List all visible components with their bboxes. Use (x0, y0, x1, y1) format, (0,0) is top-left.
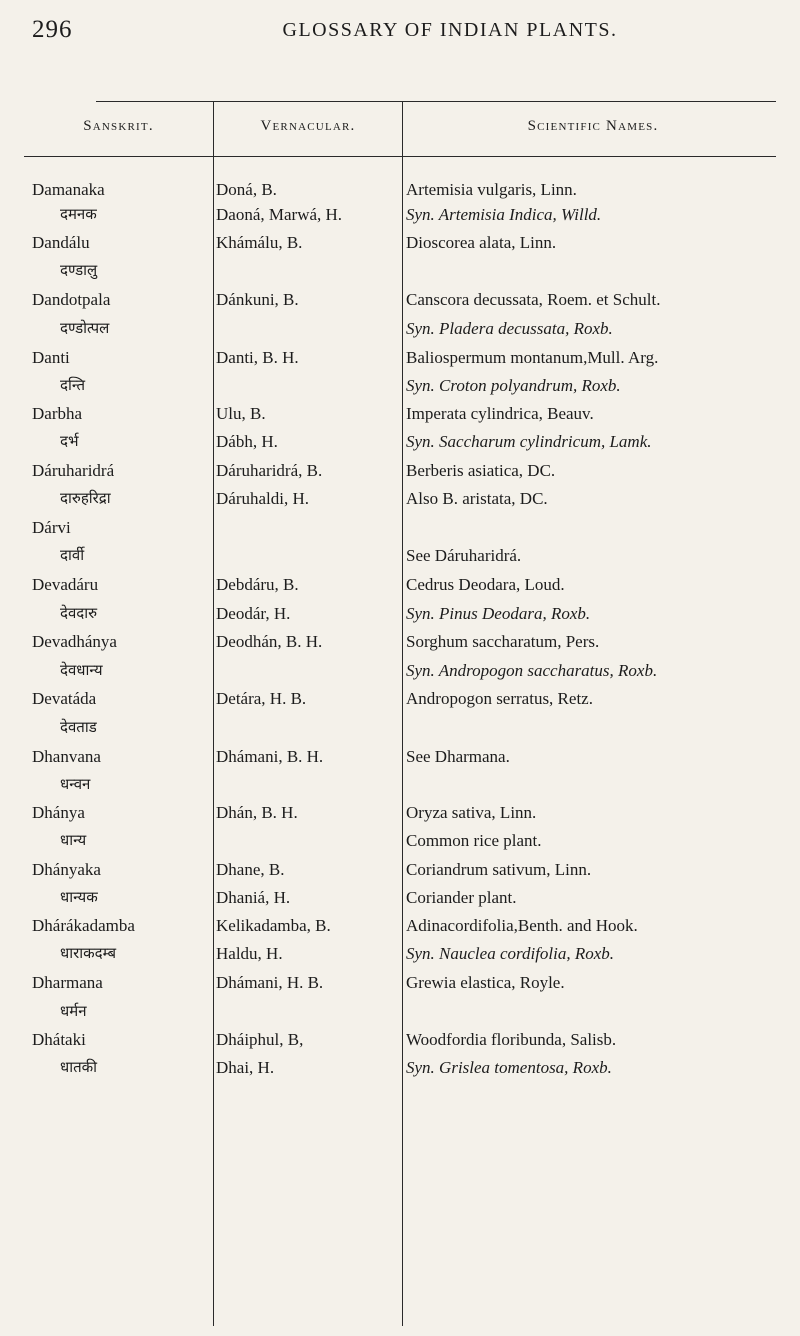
sanskrit-term: Darbha (32, 404, 83, 423)
header-divider-rule (24, 156, 776, 157)
sanskrit-term: Devadáru (32, 575, 99, 594)
sanskrit-devanagari: धन्वन (60, 777, 91, 793)
vernacular-name: Danti, B. H. (216, 348, 299, 367)
scientific-name: Andropogon serratus, Retz. (406, 689, 593, 708)
vernacular-name: Dábh, H. (216, 432, 278, 451)
scientific-name: Imperata cylindrica, Beauv. (406, 404, 594, 423)
sanskrit-devanagari: दार्वी (60, 548, 85, 564)
sanskrit-devanagari: धान्यक (60, 890, 98, 906)
column-divider-2 (402, 101, 403, 1326)
vernacular-name: Dhai, H. (216, 1058, 275, 1077)
scientific-name: Also B. aristata, DC. (406, 489, 548, 508)
scientific-name: See Dáruharidrá. (406, 546, 522, 565)
scientific-name: Canscora decussata, Roem. et Schult. (406, 290, 661, 309)
vernacular-name: Dhámani, B. H. (216, 747, 324, 766)
synonym-name: Syn. Pinus Deodara, Roxb. (406, 604, 591, 623)
sanskrit-devanagari: दण्डोत्पल (60, 321, 110, 337)
vernacular-name: Dánkuni, B. (216, 290, 299, 309)
sanskrit-term: Damanaka (32, 180, 105, 199)
sanskrit-term: Devadhánya (32, 632, 117, 651)
vernacular-name: Deodhán, B. H. (216, 632, 323, 651)
scientific-name: Baliospermum montanum,Mull. Arg. (406, 348, 659, 367)
vernacular-name: Detára, H. B. (216, 689, 307, 708)
sanskrit-term: Dhánya (32, 803, 85, 822)
sanskrit-devanagari: दण्डालु (60, 263, 98, 279)
vernacular-name: Dáruharidrá, B. (216, 461, 323, 480)
sanskrit-devanagari: दमनक (60, 207, 97, 223)
vernacular-name: Dhaniá, H. (216, 888, 291, 907)
running-title: GLOSSARY OF INDIAN PLANTS. (282, 19, 618, 41)
sanskrit-devanagari: दारुहरिद्रा (60, 491, 111, 507)
synonym-name: Syn. Pladera decussata, Roxb. (406, 319, 613, 338)
scientific-name: Dioscorea alata, Linn. (406, 233, 557, 252)
vernacular-name: Dáruhaldi, H. (216, 489, 310, 508)
scientific-name: Adinacordifolia,Benth. and Hook. (406, 916, 638, 935)
vernacular-name: Dhán, B. H. (216, 803, 298, 822)
scientific-name: Berberis asiatica, DC. (406, 461, 556, 480)
synonym-name: Syn. Artemisia Indica, Willd. (406, 205, 602, 224)
column-header-scientific: Scientific Names. (527, 118, 659, 134)
sanskrit-devanagari: दर्भ (60, 434, 79, 450)
synonym-name: Syn. Grislea tomentosa, Roxb. (406, 1058, 612, 1077)
vernacular-name: Dhámani, H. B. (216, 973, 324, 992)
sanskrit-term: Dharmana (32, 973, 103, 992)
scientific-name: Coriandrum sativum, Linn. (406, 860, 592, 879)
vernacular-name: Dhane, B. (216, 860, 285, 879)
synonym-name: Syn. Andropogon saccharatus, Roxb. (406, 661, 658, 680)
synonym-name: Syn. Nauclea cordifolia, Roxb. (406, 944, 615, 963)
vernacular-name: Ulu, B. (216, 404, 266, 423)
sanskrit-devanagari: देवदारु (60, 606, 98, 622)
vernacular-name: Dháiphul, B, (216, 1030, 304, 1049)
column-divider-1 (213, 101, 214, 1326)
scientific-name: Common rice plant. (406, 831, 542, 850)
scientific-name: Sorghum saccharatum, Pers. (406, 632, 600, 651)
sanskrit-devanagari: धाराकदम्ब (60, 946, 117, 962)
synonym-name: Syn. Croton polyandrum, Roxb. (406, 376, 621, 395)
column-header-vernacular: Vernacular. (260, 118, 356, 134)
scientific-name: Oryza sativa, Linn. (406, 803, 537, 822)
synonym-name: Syn. Saccharum cylindricum, Lamk. (406, 432, 652, 451)
sanskrit-term: Dandotpala (32, 290, 111, 309)
vernacular-name: Khámálu, B. (216, 233, 303, 252)
scientific-name: See Dharmana. (406, 747, 510, 766)
sanskrit-devanagari: दन्ति (60, 378, 86, 394)
sanskrit-term: Dhárákadamba (32, 916, 135, 935)
sanskrit-term: Dáruharidrá (32, 461, 115, 480)
sanskrit-devanagari: धान्य (60, 833, 87, 849)
sanskrit-term: Dandálu (32, 233, 90, 252)
vernacular-name: Daoná, Marwá, H. (216, 205, 343, 224)
page-header (0, 0, 800, 70)
column-header-sanskrit: Sanskrit. (83, 118, 154, 134)
scientific-name: Cedrus Deodara, Loud. (406, 575, 565, 594)
table-top-rule (96, 101, 776, 102)
sanskrit-term: Dárvi (32, 518, 71, 537)
sanskrit-devanagari: धर्मन (60, 1004, 87, 1020)
sanskrit-term: Danti (32, 348, 70, 367)
scientific-name: Coriander plant. (406, 888, 517, 907)
sanskrit-term: Dhanvana (32, 747, 101, 766)
scientific-name: Woodfordia floribunda, Salisb. (406, 1030, 617, 1049)
vernacular-name: Debdáru, B. (216, 575, 299, 594)
sanskrit-term: Dhányaka (32, 860, 101, 879)
vernacular-name: Doná, B. (216, 180, 277, 199)
page-number: 296 (32, 16, 73, 43)
vernacular-name: Kelikadamba, B. (216, 916, 331, 935)
vernacular-name: Haldu, H. (216, 944, 283, 963)
scientific-name: Artemisia vulgaris, Linn. (406, 180, 577, 199)
vernacular-name: Deodár, H. (216, 604, 291, 623)
scientific-name: Grewia elastica, Royle. (406, 973, 565, 992)
sanskrit-devanagari: देवताड (60, 720, 97, 736)
sanskrit-term: Dhátaki (32, 1030, 86, 1049)
sanskrit-devanagari: धातकी (60, 1060, 98, 1076)
sanskrit-term: Devatáda (32, 689, 97, 708)
sanskrit-devanagari: देवधान्य (60, 663, 103, 679)
